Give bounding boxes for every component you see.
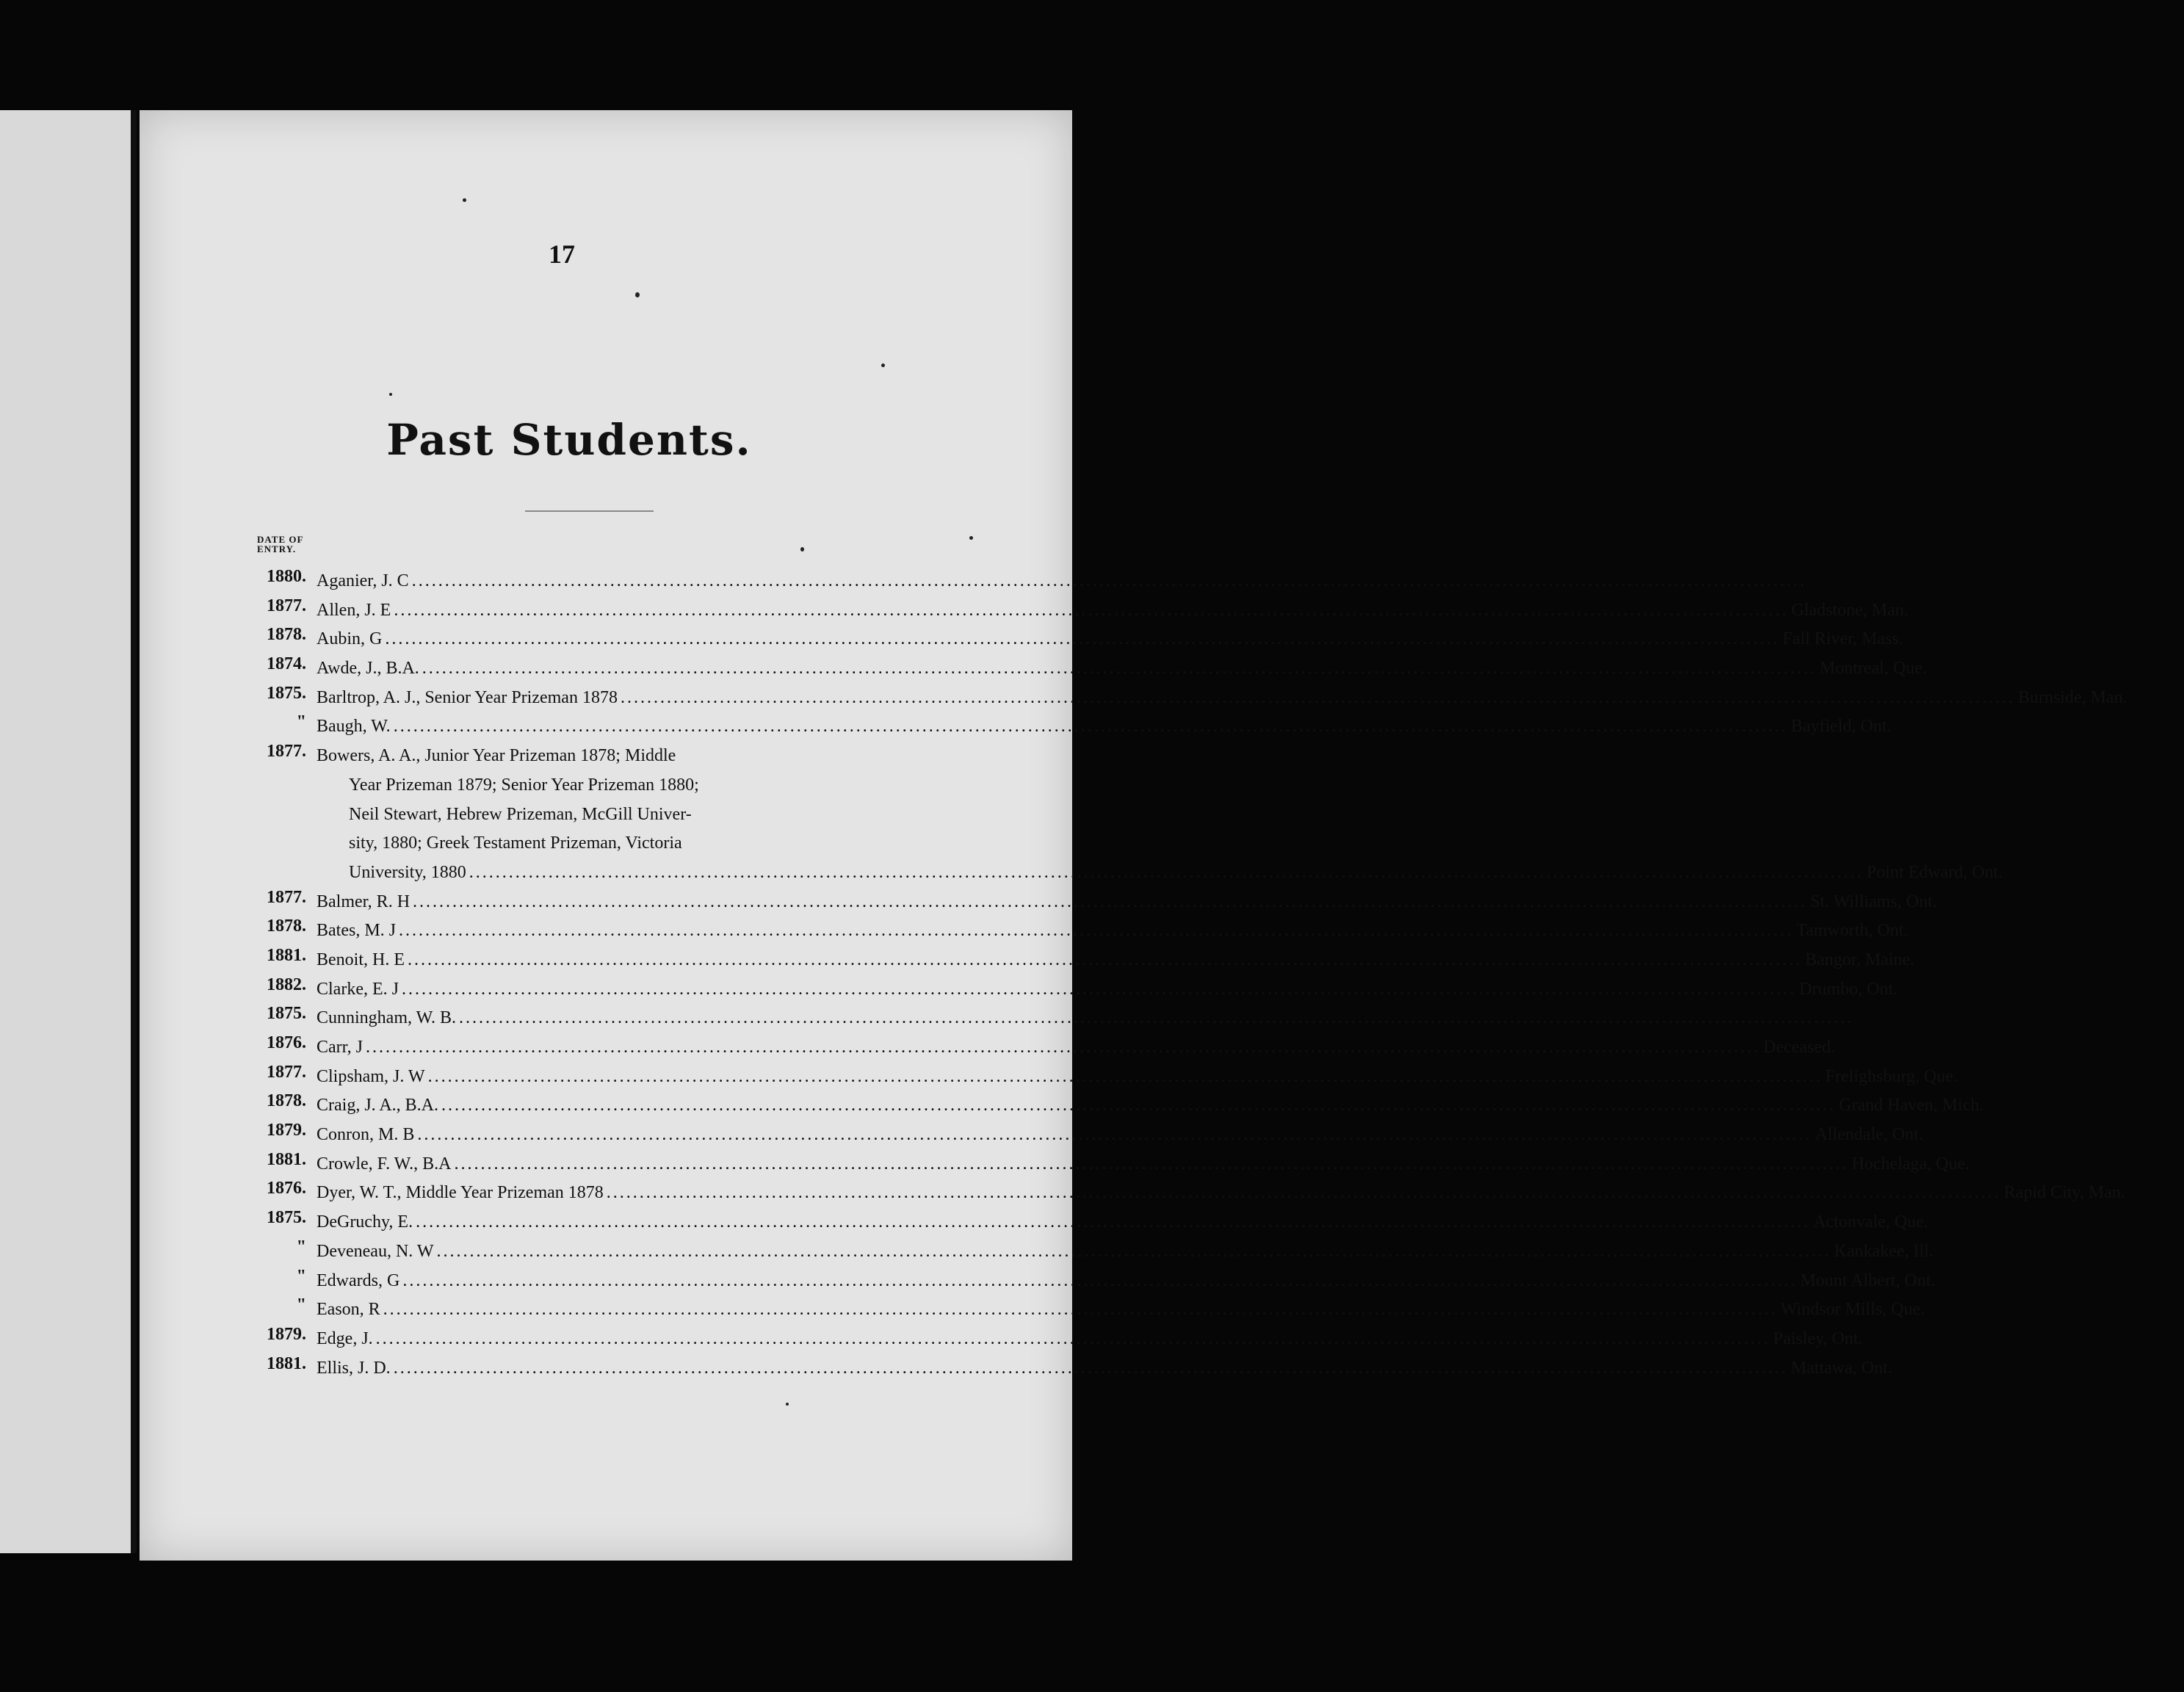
leader-dots [428, 1063, 1823, 1092]
student-name: Edge, J. [317, 1328, 373, 1348]
leader-dots [412, 567, 1807, 596]
leader-dots [402, 1267, 1797, 1296]
leader-dots [459, 1004, 1854, 1033]
student-name: Dyer, W. T., Middle Year Prizeman 1878 [317, 1183, 604, 1203]
leader-dots [385, 625, 1779, 654]
student-name: Clipsham, J. W [317, 1066, 425, 1086]
student-entry [253, 625, 1903, 654]
student-entry [253, 1149, 1970, 1179]
leader-dots [416, 1208, 1810, 1237]
student-name: Cunningham, W. B. [317, 1008, 457, 1028]
column-heading-line: ENTRY. [257, 543, 297, 554]
entry-year: 1878. [267, 916, 306, 936]
student-residence: Kankakee, Ill. [1834, 1241, 1934, 1261]
entry-year: 1876. [267, 1179, 306, 1198]
leader-dots [413, 888, 1807, 917]
student-entry [253, 1033, 1835, 1063]
column-heading-line: DATE OF [257, 534, 304, 545]
entry-year: 1881. [267, 1149, 306, 1169]
student-residence: Paisley, Ont. [1773, 1328, 1863, 1348]
entry-year: 1875. [267, 1004, 306, 1024]
student-name: Ellis, J. D. [317, 1358, 391, 1378]
page-title: Past Students. [386, 415, 752, 465]
entry-year: 1875. [267, 683, 306, 703]
student-entry [253, 1208, 1928, 1237]
student-entry [253, 1179, 2125, 1208]
entry-year: " [296, 712, 306, 732]
student-residence: Montreal, Que. [1819, 659, 1927, 679]
student-residence: Mattawa, Ont. [1790, 1358, 1892, 1378]
column-heading [257, 535, 303, 554]
student-entry [253, 654, 1927, 684]
entry-year: 1876. [267, 1033, 306, 1052]
student-name: Conron, M. B [317, 1125, 415, 1145]
student-residence: Frelighsburg, Que. [1825, 1066, 1958, 1086]
student-name: Clarke, E. J [317, 979, 399, 999]
student-entry [253, 1062, 1958, 1092]
student-name: Awde, J., B.A. [317, 659, 419, 679]
leader-dots [376, 1325, 1771, 1354]
student-name: Carr, J [317, 1038, 364, 1057]
student-name: Crowle, F. W., B.A [317, 1154, 452, 1174]
entry-year: 1879. [267, 1121, 306, 1140]
page-number: 17 [549, 239, 575, 269]
student-residence: Actonvale, Que. [1813, 1212, 1928, 1232]
entry-continuation: University, 1880 [349, 862, 466, 882]
entry-year: " [296, 1266, 306, 1286]
student-entry [253, 887, 1937, 917]
student-entry [253, 1121, 1923, 1150]
leader-dots [383, 1295, 1778, 1325]
title-rule [525, 510, 654, 512]
student-residence [1809, 567, 1975, 596]
student-name: Craig, J. A., B.A. [317, 1096, 439, 1116]
student-entry [253, 1324, 1863, 1354]
student-residence: Bayfield, Ont. [1790, 717, 1892, 737]
leader-dots [394, 712, 1788, 742]
student-residence: Burnside, Man. [2017, 687, 2127, 707]
student-residence: Fall River, Mass. [1782, 629, 1903, 649]
student-residence: Drumbo, Ont. [1798, 979, 1898, 999]
student-name: Allen, J. E [317, 600, 391, 620]
entry-year: 1877. [267, 596, 306, 615]
student-name: Aubin, G [317, 629, 383, 649]
student-residence: St. Williams, Ont. [1810, 892, 1937, 911]
student-list [253, 567, 2127, 1383]
student-residence: Deceased. [1763, 1038, 1835, 1057]
student-residence: Tamworth, Ont. [1796, 921, 1909, 941]
entry-continuation: Year Prizeman 1879; Senior Year Prizeman 1880; [349, 775, 699, 795]
entry-year: 1877. [267, 1062, 306, 1082]
entry-year: " [296, 1237, 306, 1257]
student-entry [253, 1091, 1984, 1121]
entry-year: 1878. [267, 625, 306, 645]
student-entry [253, 1353, 1892, 1384]
student-entry [253, 596, 1909, 626]
leader-dots [469, 858, 1864, 888]
entry-continuation: sity, 1880; Greek Testament Prizeman, Victoria [349, 834, 682, 853]
leader-dots [394, 1354, 1788, 1384]
entry-year: 1882. [267, 975, 306, 994]
student-residence: Rapid City, Man. [2003, 1183, 2125, 1203]
entry-continuation: Neil Stewart, Hebrew Prizeman, McGill Univer- [349, 804, 692, 824]
student-name: Edwards, G [317, 1270, 400, 1290]
student-entry [253, 1004, 1024, 1033]
leader-dots [422, 654, 1817, 684]
student-name: Benoit, H. E [317, 950, 405, 969]
student-name: Deveneau, N. W [317, 1241, 434, 1261]
student-entry [253, 683, 2127, 713]
student-name: DeGruchy, E. [317, 1212, 413, 1232]
student-name: Barltrop, A. J., Senior Year Prizeman 1878 [317, 687, 618, 707]
student-entry [253, 1237, 1934, 1267]
student-name: Baugh, W. [317, 717, 391, 737]
student-residence: Gladstone, Man. [1791, 600, 1909, 620]
student-name: Balmer, R. H [317, 892, 411, 911]
student-residence: Bangor, Maine. [1805, 950, 1915, 969]
entry-year: 1881. [267, 945, 306, 965]
student-entry [253, 1266, 1936, 1296]
entry-year: 1877. [267, 742, 306, 762]
entry-year: 1880. [267, 567, 306, 586]
leader-dots [417, 1121, 1812, 1150]
leader-dots [607, 1179, 2001, 1208]
student-entry [253, 712, 1892, 742]
student-entry [253, 1295, 1926, 1325]
leader-dots [366, 1033, 1760, 1063]
student-residence: Point Edward, Ont. [1866, 862, 2003, 882]
page [140, 110, 2127, 1561]
student-entry [253, 742, 2003, 887]
student-name: Bowers, A. A., Junior Year Prizeman 1878; Middle [317, 746, 676, 766]
leader-dots [402, 975, 1796, 1005]
student-entry [253, 567, 1024, 596]
entry-year: 1874. [267, 654, 306, 674]
leader-dots [454, 1150, 1848, 1179]
entry-year: 1878. [267, 1091, 306, 1111]
entry-year: " [296, 1295, 306, 1315]
leader-dots [437, 1237, 1832, 1267]
leader-dots [621, 684, 2015, 713]
entry-year: 1875. [267, 1208, 306, 1228]
student-residence: Allendale, Ont. [1815, 1125, 1923, 1145]
student-residence: Mount Albert, Ont. [1800, 1270, 1936, 1290]
student-entry [253, 945, 1915, 975]
facing-page-edge [0, 110, 137, 1553]
leader-dots [394, 596, 1788, 626]
student-entry [253, 916, 1909, 946]
student-name: Eason, R [317, 1300, 380, 1320]
entry-year: 1881. [267, 1353, 306, 1373]
student-entry [253, 975, 1898, 1005]
student-residence: Windsor Mills, Que. [1780, 1300, 1926, 1320]
student-residence [1856, 1004, 2022, 1033]
student-name: Aganier, J. C [317, 571, 409, 590]
leader-dots [399, 916, 1793, 946]
entry-year: 1877. [267, 887, 306, 907]
entry-year: 1879. [267, 1324, 306, 1344]
student-residence: Grand Haven, Mich. [1839, 1096, 1984, 1116]
leader-dots [441, 1091, 1836, 1121]
student-residence: Hochelaga, Que. [1851, 1154, 1970, 1174]
leader-dots [408, 946, 1802, 975]
student-name: Bates, M. J [317, 921, 396, 941]
